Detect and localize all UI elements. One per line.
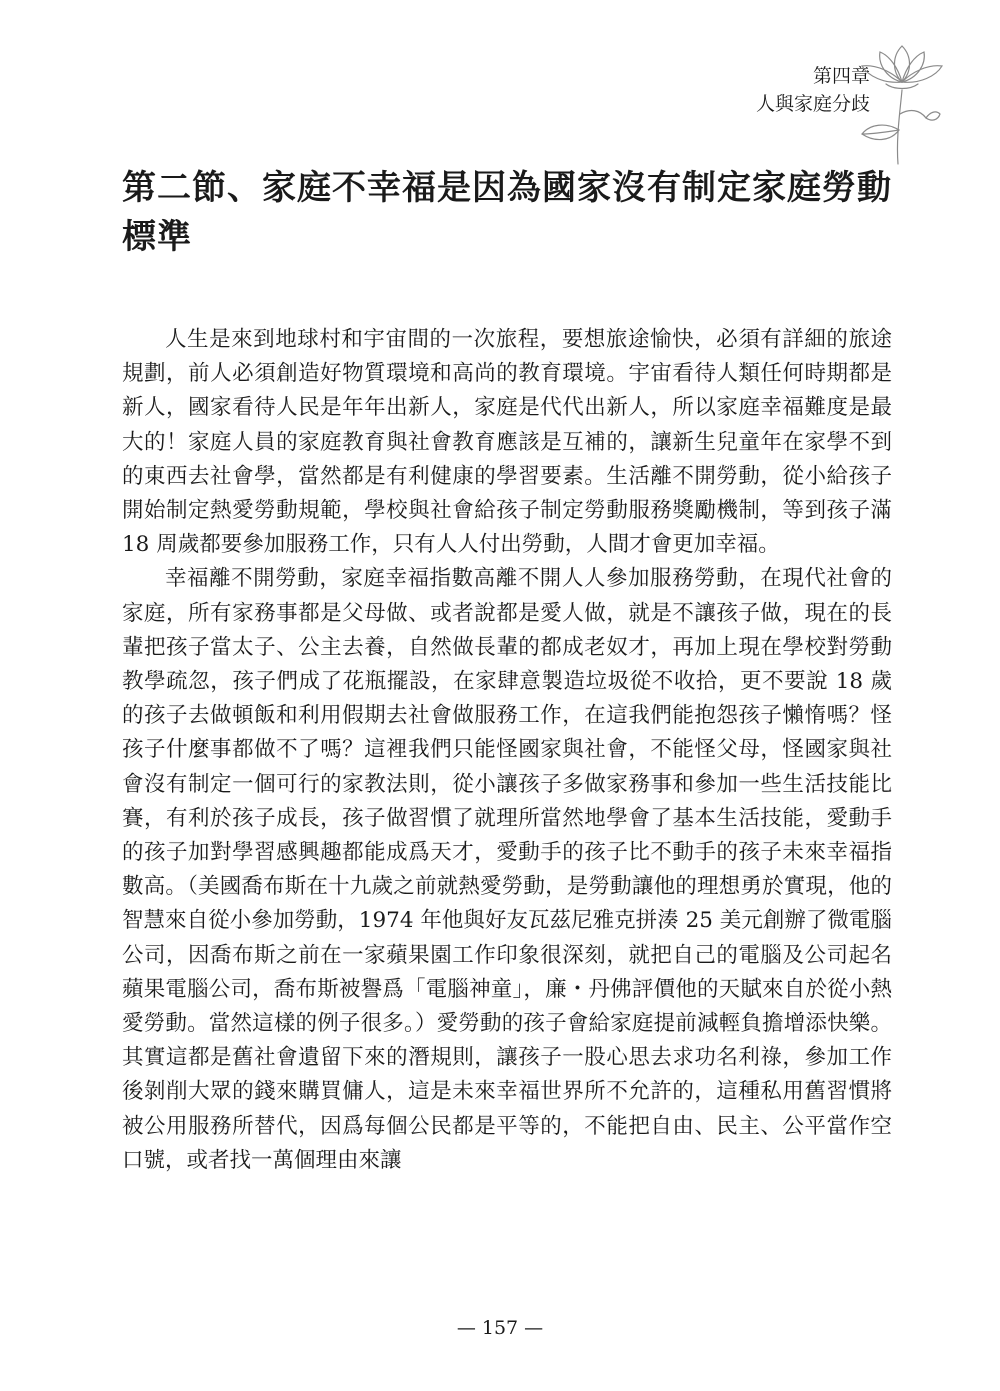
- page-number: — 157 —: [456, 1317, 544, 1339]
- paragraph-1: 人生是來到地球村和宇宙間的一次旅程，要想旅途愉快，必須有詳細的旅途規劃，前人必須創造好物質環境和高尚的教育環境。宇宙看待人類任何時期都是新人，國家看待人民是年年出新人，家庭是代代出新人，所以家庭幸福難度是最大的！家庭人員的家庭教育與社會教育應該是互補的，讓新生兒童年在家學不到的東西去社會學，當然都是有利健康的學習要素。生活離不開勞動，從小給孩子開始制定熱愛勞動規範，學校與社會給孩子制定勞動服務獎勵機制，等到孩子滿 18 周歲都要參加服務工作，只有人人付出勞動，人間才會更加幸福。: [122, 327, 892, 558]
- chapter-number: 第四章: [812, 65, 870, 87]
- running-header: [756, 62, 870, 118]
- body-text: [122, 323, 892, 1178]
- section-title: 第二節、家庭不幸福是因為國家沒有制定家庭勞動標準: [122, 168, 892, 257]
- chapter-title: 人與家庭分歧: [755, 93, 870, 115]
- lotus-icon: [856, 38, 948, 168]
- paragraph-2: 幸福離不開勞動，家庭幸福指數高離不開人人參加服務勞動，在現代社會的家庭，所有家務事都是父母做、或者說都是愛人做，就是不讓孩子做，現在的長輩把孩子當太子、公主去養，自然做長輩的都成老奴才，再加上現在學校對勞動教學疏忽，孩子們成了花瓶擺設，在家肆意製造垃圾從不收拾，更不要說 18 歲的孩子去做頓飯和利用假期去社會做服務工作，在這我們能抱怨孩子懶惰嗎？怪孩子什麼事都做不了嗎？這裡我們只能怪國家與社會，不能怪父母，怪國家與社會沒有制定一個可行的家教法則，從小讓孩子多做家務事和參加一些生活技能比賽，有利於孩子成長，孩子做習慣了就理所當然地學會了基本生活技能，愛動手的孩子加對學習感興趣都能成爲天才，愛動手的孩子比不動手的孩子未來幸福指數高。（美國喬布斯在十九歲之前就熱愛勞動，是勞動讓他的理想勇於實現，他的智慧來自從小參加勞動，1974 年他與好友瓦茲尼雅克拼湊 25 美元創辦了微電腦公司，因喬布斯之前在一家蘋果園工作印象很深刻，就把自己的電腦及公司起名蘋果電腦公司，喬布斯被譽爲「電腦神童」，廉・丹佛評價他的天賦來自於從小熱愛勞動。當然這樣的例子很多。）愛勞動的孩子會給家庭提前減輕負擔增添快樂。其實這都是舊社會遺留下來的潛規則，讓孩子一股心思去求功名利祿，參加工作後剝削大眾的錢來購買傭人，這是未來幸福世界所不允許的，這種私用舊習慣將被公用服務所替代，因爲每個公民都是平等的，不能把自由、民主、公平當作空口號，或者找一萬個理由來讓: [122, 566, 892, 1173]
